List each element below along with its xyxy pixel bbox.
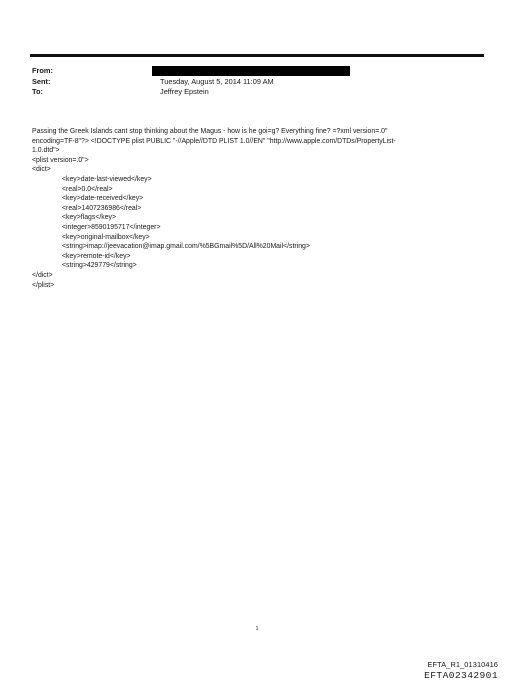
page-number: 1 — [255, 626, 259, 632]
body-line: </dict> — [32, 271, 53, 279]
body-line: <key>date-received</key> — [62, 195, 144, 203]
body-line: <integer>8590195717</integer> — [62, 223, 161, 231]
sent-value: Tuesday, August 5, 2014 11:09 AM — [160, 76, 274, 86]
body-line: <dict> — [32, 166, 51, 174]
to-row — [32, 87, 482, 98]
bates-id-primary: EFTA_R1_01310416 — [427, 660, 498, 669]
body-line: <plist version=.0"> — [32, 156, 89, 164]
sent-label: Sent: — [32, 76, 51, 86]
body-line: encoding=TF-8"?> <!DOCTYPE plist PUBLIC "-//Apple//DTD PLIST 1.0//EN" "http://www.apple.com/DTDs/PropertyList- — [32, 137, 396, 145]
body-line: <key>remote-id</key> — [62, 252, 131, 260]
email-header — [32, 66, 482, 98]
redaction-bar — [152, 66, 350, 76]
from-label: From: — [32, 66, 53, 75]
to-value: Jeffrey Epstein — [160, 87, 209, 96]
from-row — [32, 66, 482, 77]
sent-row — [32, 77, 482, 88]
body-line: <key>original-mailbox</key> — [62, 233, 150, 241]
body-line: <real>0.0</real> — [62, 185, 113, 193]
email-body — [32, 127, 484, 290]
body-line: <string>imap://jeevacation@imap.gmail.com/%5BGmail%5D/All%20Mail</string> — [62, 243, 310, 251]
bates-id-secondary: EFTA02342901 — [424, 670, 498, 681]
body-line: <string>429779</string> — [62, 262, 137, 270]
body-line: Passing the Greek Islands cant stop thinking about the Magus - how is he goi=g? Everything fine? =?xml version=.0" — [32, 128, 388, 135]
header-divider — [30, 54, 484, 57]
body-line: 1.0.dtd"> — [32, 147, 60, 155]
body-line: </plist> — [32, 281, 55, 289]
body-line: <key>date-last-viewed</key> — [62, 175, 152, 183]
body-line: <real>1407236986</real> — [62, 204, 142, 212]
to-label: To: — [32, 87, 43, 96]
body-line: <key>flags</key> — [62, 214, 117, 222]
